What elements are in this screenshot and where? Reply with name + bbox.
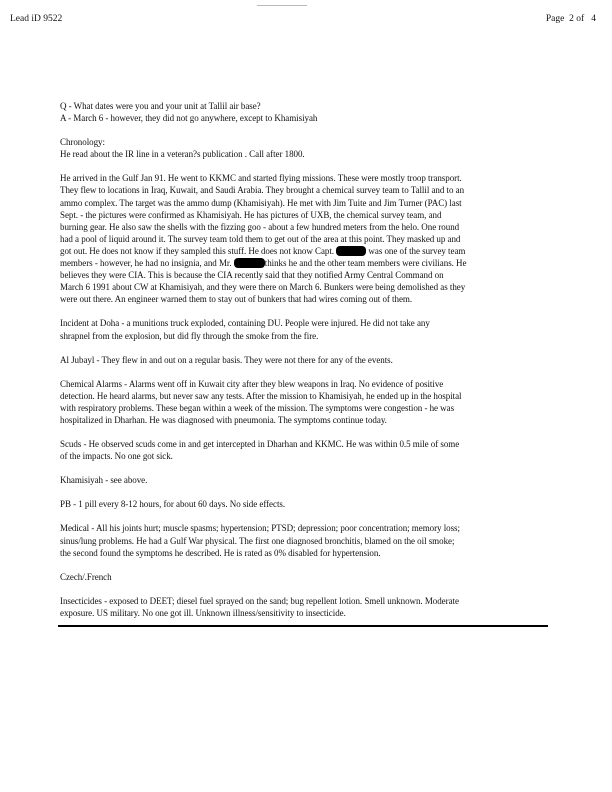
paragraph-line: burning gear. He also saw the shells with the fizzing goo - about a few hundred meters from the helo. One round — [60, 221, 460, 232]
paragraph-line: He arrived in the Gulf Jan 91. He went to KKMC and started flying missions. These were mostly troop transport. — [60, 173, 462, 184]
redaction-mark — [336, 246, 366, 256]
paragraph-line — [60, 245, 552, 257]
chronology-heading: Chronology: — [60, 137, 105, 148]
paragraph-line: exposure. US military. No one got ill. Unknown illness/sensitivity to insecticide. — [60, 607, 346, 618]
paragraph-line: hospitalized in Dharhan. He was diagnosed with pneumonia. The symptoms continue today. — [60, 414, 387, 425]
jubayl-paragraph — [60, 354, 552, 366]
medical-paragraph — [60, 522, 552, 558]
document-body — [60, 100, 552, 631]
paragraph-line: were out there. An engineer warned them to stay out of bunkers that had wires coming out of them. — [60, 294, 413, 305]
paragraph-line: of the impacts. No one got sick. — [60, 451, 173, 462]
paragraph-line: Czech/.French — [60, 571, 112, 582]
closing-rule — [58, 625, 548, 627]
paragraph-line: PB - 1 pill every 8-12 hours, for about 60 days. No side effects. — [60, 499, 286, 510]
paragraph-line: They flew to locations in Iraq, Kuwait, and Saudi Arabia. They brought a chemical survey team to Tallil and to an — [60, 185, 465, 196]
paragraph-line: with respiratory problems. These began within a week of the mission. The symptoms were congestion - he was — [60, 402, 455, 413]
chronology-text: He read about the IR line in a veteran?s publication . Call after 1800. — [60, 149, 305, 160]
scuds-paragraph — [60, 438, 552, 462]
qa-section — [60, 100, 552, 124]
czech-paragraph — [60, 571, 552, 583]
paragraph-line: believes they were CIA. This is because the CIA recently said that they notified Army Central Command on — [60, 270, 444, 281]
paragraph-line: detection. He heard alarms, but never saw any tests. After the mission to Khamisiyah, he ended up in the hospital — [60, 390, 462, 401]
text-fragment: got out. He does not know if they sampled this stuff. He does not know Capt. — [60, 245, 337, 256]
arrival-paragraph — [60, 172, 552, 305]
alarms-paragraph — [60, 378, 552, 426]
text-fragment: members - however, he had no insignia, and Mr. — [60, 258, 234, 269]
paragraph-line: shrapnel from the explosion, but did fly through the smoke from the fire. — [60, 330, 319, 341]
paragraph-line — [60, 257, 552, 269]
text-fragment: thinks he and the other team members were civilians. He — [264, 258, 467, 269]
paragraph-line: Medical - All his joints hurt; muscle spasms; hypertension; PTSD; depression; poor concentration; memory loss; — [60, 523, 460, 534]
paragraph-line: Scuds - He observed scuds come in and get intercepted in Dharhan and KKMC. He was within 0.5 mile of some — [60, 439, 460, 450]
page-number: Page 2 of 4 — [545, 14, 596, 24]
paragraph-line: sinus/lung problems. He had a Gulf War physical. The first one diagnosed bronchitis, blamed on the oil smoke; — [60, 535, 455, 546]
chronology-section — [60, 136, 552, 160]
paragraph-line: Incident at Doha - a munitions truck exploded, containing DU. People were injured. He did not take any — [60, 318, 430, 329]
text-fragment: was one of the survey team — [366, 245, 466, 256]
khamisiyah-paragraph — [60, 474, 552, 486]
lead-id: Lead iD 9522 — [10, 14, 63, 24]
paragraph-line: had a pool of liquid around it. The survey team told them to get out of the area at this point. They masked up and — [60, 233, 461, 244]
paragraph-line: Al Jubayl - They flew in and out on a regular basis. They were not there for any of the events. — [60, 354, 393, 365]
paragraph-line: Sept. - the pictures were confirmed as Khamisiyah. He has pictures of UXB, the chemical survey team, and — [60, 209, 442, 220]
question-line: Q - What dates were you and your unit at Tallil air base? — [60, 101, 261, 111]
paragraph-line: Insecticides - exposed to DEET; diesel fuel sprayed on the sand; bug repellent lotion. Smell unknown. Moderate — [60, 595, 459, 606]
redaction-mark — [234, 258, 265, 268]
insecticides-paragraph — [60, 595, 552, 619]
paragraph-line: ammo complex. The target was the ammo dump (Khamisiyah). He met with Jim Tuite and Jim Turner (PAC) last — [60, 197, 462, 208]
paragraph-line: Chemical Alarms - Alarms went off in Kuwait city after they blew weapons in Iraq. No evidence of positive — [60, 378, 444, 389]
paragraph-line: Khamisiyah - see above. — [60, 475, 148, 486]
doha-paragraph — [60, 317, 552, 341]
answer-line: A - March 6 - however, they did not go anywhere, except to Khamisiyah — [60, 113, 318, 124]
paragraph-line: March 6 1991 about CW at Khamisiyah, and they were there on March 6. Bunkers were being demolished as they — [60, 282, 466, 293]
header-rule — [257, 5, 307, 6]
pb-paragraph — [60, 498, 552, 510]
paragraph-line: the second found the symptoms he described. He is rated as 0% disabled for hypertension. — [60, 547, 381, 558]
